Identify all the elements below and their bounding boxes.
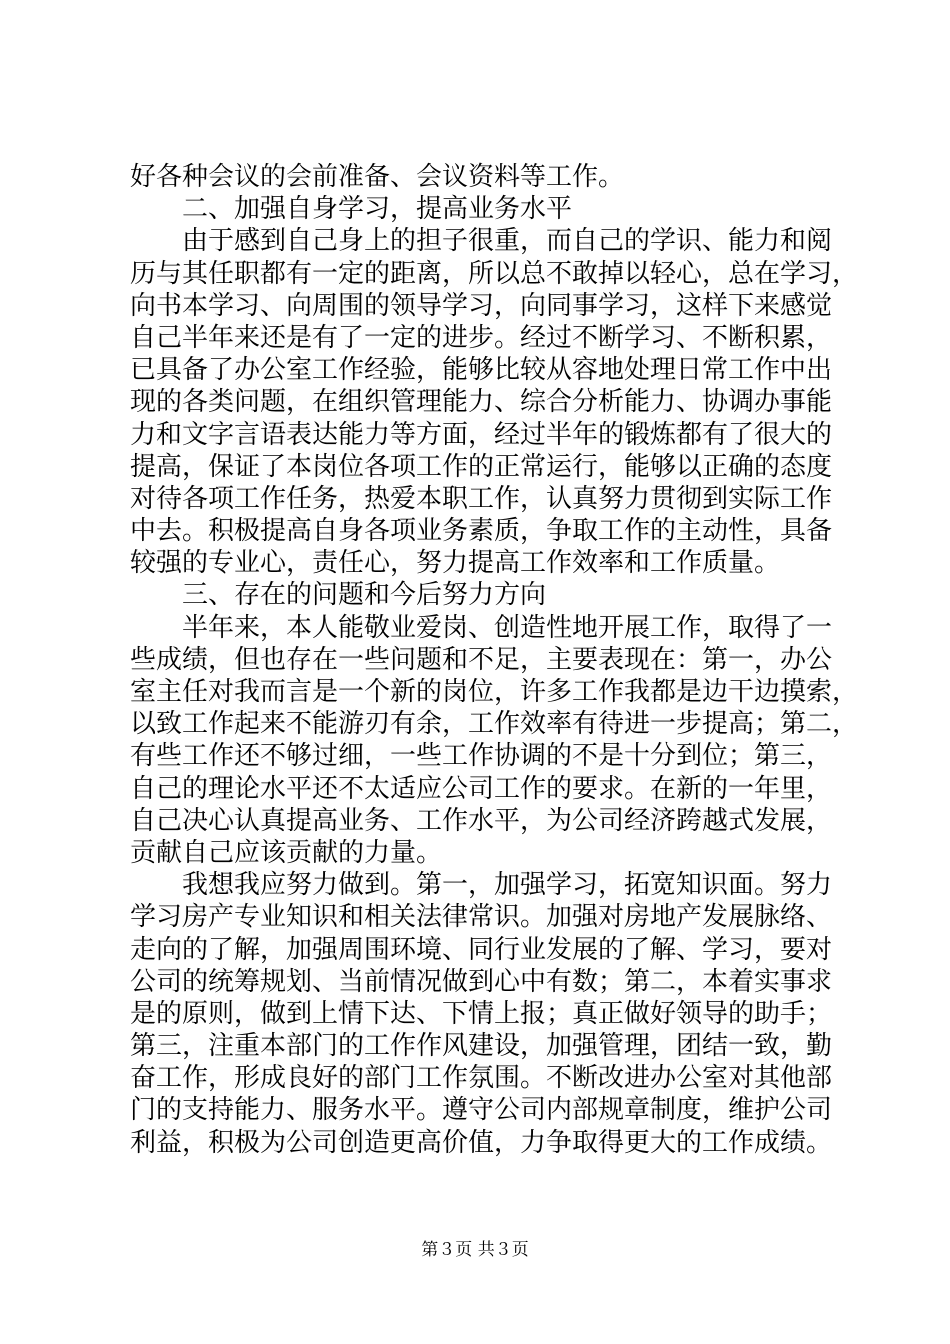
text-line: 二、加强自身学习，提高业务水平 xyxy=(182,194,573,225)
text-line: 好各种会议的会前准备、会议资料等工作。 xyxy=(130,162,625,192)
text-line: 提高，保证了本岗位各项工作的正常运行，能够以正确的态度 xyxy=(130,451,833,482)
text-line: 有些工作还不够过细，一些工作协调的不是十分到位；第三， xyxy=(130,741,833,772)
text-line: 些成绩，但也存在一些问题和不足，主要表现在：第一，办公 xyxy=(130,644,833,675)
text-line: 已具备了办公室工作经验，能够比较从容地处理日常工作中出 xyxy=(130,355,833,386)
text-line: 力和文字言语表达能力等方面，经过半年的锻炼都有了很大的 xyxy=(130,419,833,450)
text-line: 历与其任职都有一定的距离，所以总不敢掉以轻心，总在学习， xyxy=(130,258,859,289)
text-line: 现的各类问题，在组织管理能力、综合分析能力、协调办事能 xyxy=(130,387,833,418)
text-line: 我想我应努力做到。第一，加强学习，拓宽知识面。努力 xyxy=(182,870,833,901)
text-line: 自己的理论水平还不太适应公司工作的要求。在新的一年里， xyxy=(130,773,833,804)
text-line: 以致工作起来不能游刃有余，工作效率有待进一步提高；第二， xyxy=(130,709,859,740)
text-line: 半年来，本人能敬业爱岗、创造性地开展工作，取得了一 xyxy=(182,612,833,643)
text-line: 自己决心认真提高业务、工作水平，为公司经济跨越式发展， xyxy=(130,805,833,836)
text-line: 由于感到自己身上的担子很重，而自己的学识、能力和阅 xyxy=(182,226,833,257)
text-line: 第三，注重本部门的工作作风建设，加强管理，团结一致，勤 xyxy=(130,1031,833,1062)
text-line: 走向的了解，加强周围环境、同行业发展的了解、学习，要对 xyxy=(130,934,833,965)
text-line: 是的原则，做到上情下达、下情上报；真正做好领导的助手； xyxy=(130,998,833,1029)
text-line: 向书本学习、向周围的领导学习，向同事学习，这样下来感觉 xyxy=(130,290,833,321)
text-line: 室主任对我而言是一个新的岗位，许多工作我都是边干边摸索， xyxy=(130,677,859,707)
text-line: 奋工作，形成良好的部门工作氛围。不断改进办公室对其他部 xyxy=(130,1063,833,1094)
text-line: 自己半年来还是有了一定的进步。经过不断学习、不断积累， xyxy=(130,322,833,353)
text-line: 较强的专业心，责任心，努力提高工作效率和工作质量。 xyxy=(130,548,781,579)
text-line: 贡献自己应该贡献的力量。 xyxy=(130,837,443,868)
text-line: 三、存在的问题和今后努力方向 xyxy=(182,580,547,611)
text-line: 中去。积极提高自身各项业务素质，争取工作的主动性，具备 xyxy=(130,516,833,547)
text-line: 门的支持能力、服务水平。遵守公司内部规章制度，维护公司 xyxy=(130,1095,833,1126)
text-line: 学习房产专业知识和相关法律常识。加强对房地产发展脉络、 xyxy=(130,902,833,933)
document-body xyxy=(130,161,859,1159)
text-line: 公司的统筹规划、当前情况做到心中有数；第二，本着实事求 xyxy=(130,966,833,997)
page-footer: 第３页 共３页 xyxy=(421,1240,529,1260)
text-line: 利益，积极为公司创造更高价值，力争取得更大的工作成绩。 xyxy=(130,1127,833,1158)
text-line: 对待各项工作任务，热爱本职工作，认真努力贯彻到实际工作 xyxy=(130,483,833,514)
